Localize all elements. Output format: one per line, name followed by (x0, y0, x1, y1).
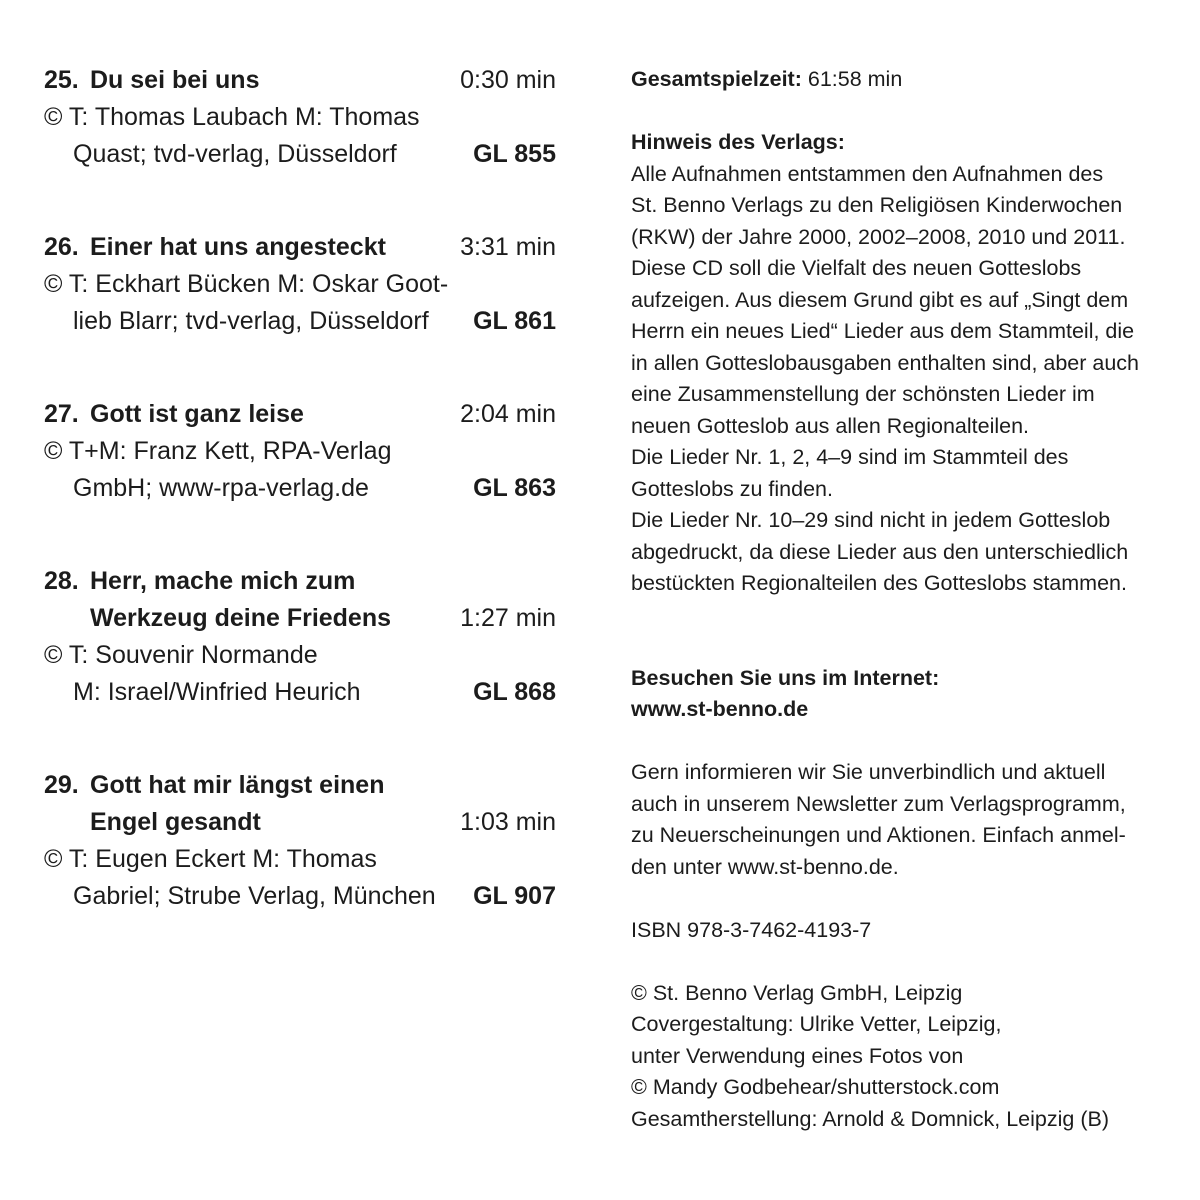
track-number: 28. (44, 567, 79, 595)
track-title: Herr, mache mich zum (90, 567, 356, 595)
total-playtime-label: Gesamtspielzeit: (631, 67, 802, 91)
track-credit-text: Quast; tvd-verlag, Düsseldorf (73, 140, 397, 168)
track-number: 29. (44, 771, 79, 799)
website-link[interactable]: www.st-benno.de (631, 697, 809, 721)
notice-line: (RKW) der Jahre 2000, 2002–2008, 2010 und 2011. (631, 224, 1126, 249)
track-entry (44, 62, 556, 173)
track-title: Gott ist ganz leise (90, 400, 304, 428)
track-list (44, 62, 556, 971)
track-duration: 1:27 min (460, 604, 556, 632)
notice-line: neuen Gotteslob aus allen Regionalteilen. (631, 413, 1030, 438)
track-credit-line (44, 841, 556, 878)
track-number: 26. (44, 233, 79, 261)
notice-line: Gotteslobs zu finden. (631, 476, 833, 501)
track-credit-text: Gabriel; Strube Verlag, München (73, 882, 436, 910)
track-title-row (44, 229, 556, 266)
track-credit-text: © T: Eckhart Bücken M: Oskar Goot- (44, 270, 449, 298)
section-spacer (631, 631, 1171, 663)
website-heading: Besuchen Sie uns im Internet: (631, 665, 940, 690)
track-credit-line (44, 674, 556, 711)
track-credit-text: GmbH; www-rpa-verlag.de (73, 474, 369, 502)
notice-line: Die Lieder Nr. 1, 2, 4–9 sind im Stammteil des (631, 445, 1069, 469)
newsletter-line: den unter www.st-benno.de. (631, 854, 899, 879)
imprint-block (631, 978, 1171, 1136)
track-title-continuation: Werkzeug deine Friedens (90, 604, 392, 632)
track-duration: 1:03 min (460, 808, 556, 836)
newsletter-line: Gern informieren wir Sie unverbindlich und aktuell (631, 760, 1106, 784)
publisher-info (631, 64, 1171, 1167)
track-credit-line (44, 266, 556, 303)
track-credit-line (44, 136, 556, 173)
track-title-row (44, 563, 556, 600)
gotteslob-number: GL 863 (473, 474, 556, 502)
total-playtime (631, 64, 1171, 96)
isbn-block (631, 915, 1171, 947)
track-duration: 3:31 min (460, 233, 556, 261)
notice-line: Herrn ein neues Lied“ Lieder aus dem Stammteil, die (631, 319, 1135, 343)
notice-line: bestückten Regionalteilen des Gotteslobs stammen. (631, 571, 1127, 595)
notice-line: abgedruckt, da diese Lieder aus den unterschiedlich (631, 539, 1129, 564)
track-entry (44, 396, 556, 507)
notice-line: St. Benno Verlags zu den Religiösen Kinderwochen (631, 193, 1123, 217)
track-title-row (44, 396, 556, 433)
track-title-continuation-row (44, 600, 556, 637)
gotteslob-number: GL 868 (473, 678, 556, 706)
gotteslob-number: GL 907 (473, 882, 556, 910)
track-credit-line (44, 470, 556, 507)
track-credit-text: © T+M: Franz Kett, RPA-Verlag (44, 437, 392, 465)
newsletter-line: auch in unserem Newsletter zum Verlagsprogramm, (631, 791, 1126, 816)
imprint-line: © St. Benno Verlag GmbH, Leipzig (631, 980, 963, 1005)
track-credit-text: lieb Blarr; tvd-verlag, Düsseldorf (73, 307, 429, 335)
track-title-continuation: Engel gesandt (90, 808, 261, 836)
track-title: Einer hat uns angesteckt (90, 233, 386, 261)
track-title-row (44, 62, 556, 99)
track-title-continuation-row (44, 804, 556, 841)
track-title: Du sei bei uns (90, 66, 260, 94)
track-credit-line (44, 878, 556, 915)
track-credit-line (44, 433, 556, 470)
track-credit-text: M: Israel/Winfried Heurich (73, 678, 361, 706)
track-number: 27. (44, 400, 79, 428)
track-entry (44, 767, 556, 915)
track-credit-text: © T: Souvenir Normande (44, 641, 318, 669)
imprint-line: Covergestaltung: Ulrike Vetter, Leipzig, (631, 1012, 1002, 1036)
gotteslob-number: GL 861 (473, 307, 556, 335)
track-title: Gott hat mir längst einen (90, 771, 385, 799)
website-block (631, 663, 1171, 726)
gotteslob-number: GL 855 (473, 140, 556, 168)
imprint-line: © Mandy Godbehear/shutterstock.com (631, 1075, 1000, 1099)
isbn: ISBN 978-3-7462-4193-7 (631, 917, 872, 942)
total-playtime-line (631, 64, 1171, 96)
notice-line: in allen Gotteslobausgaben enthalten sind, aber auch (631, 350, 1140, 375)
publisher-notice (631, 127, 1171, 600)
track-number: 25. (44, 66, 79, 94)
notice-line: eine Zusammenstellung der schönsten Lieder im (631, 382, 1095, 406)
newsletter-line: zu Neuerscheinungen und Aktionen. Einfach anmel- (631, 823, 1126, 847)
total-playtime-value: 61:58 min (807, 67, 903, 91)
track-duration: 2:04 min (460, 400, 556, 428)
track-entry (44, 229, 556, 340)
track-credit-text: © T: Eugen Eckert M: Thomas (44, 845, 377, 873)
notice-line: aufzeigen. Aus diesem Grund gibt es auf „Singt dem (631, 287, 1129, 312)
track-entry (44, 563, 556, 711)
notice-heading: Hinweis des Verlags: (631, 130, 845, 154)
notice-line: Diese CD soll die Vielfalt des neuen Gotteslobs (631, 256, 1082, 280)
track-duration: 0:30 min (460, 66, 556, 94)
notice-line: Alle Aufnahmen entstammen den Aufnahmen des (631, 161, 1104, 186)
newsletter-block (631, 757, 1171, 883)
track-credit-text: © T: Thomas Laubach M: Thomas (44, 103, 420, 131)
notice-line: Die Lieder Nr. 10–29 sind nicht in jedem Gotteslob (631, 508, 1111, 532)
track-credit-line (44, 303, 556, 340)
imprint-line: unter Verwendung eines Fotos von (631, 1043, 964, 1068)
track-credit-line (44, 99, 556, 136)
imprint-line: Gesamtherstellung: Arnold & Domnick, Leipzig (B) (631, 1106, 1109, 1131)
track-credit-line (44, 637, 556, 674)
track-title-row (44, 767, 556, 804)
